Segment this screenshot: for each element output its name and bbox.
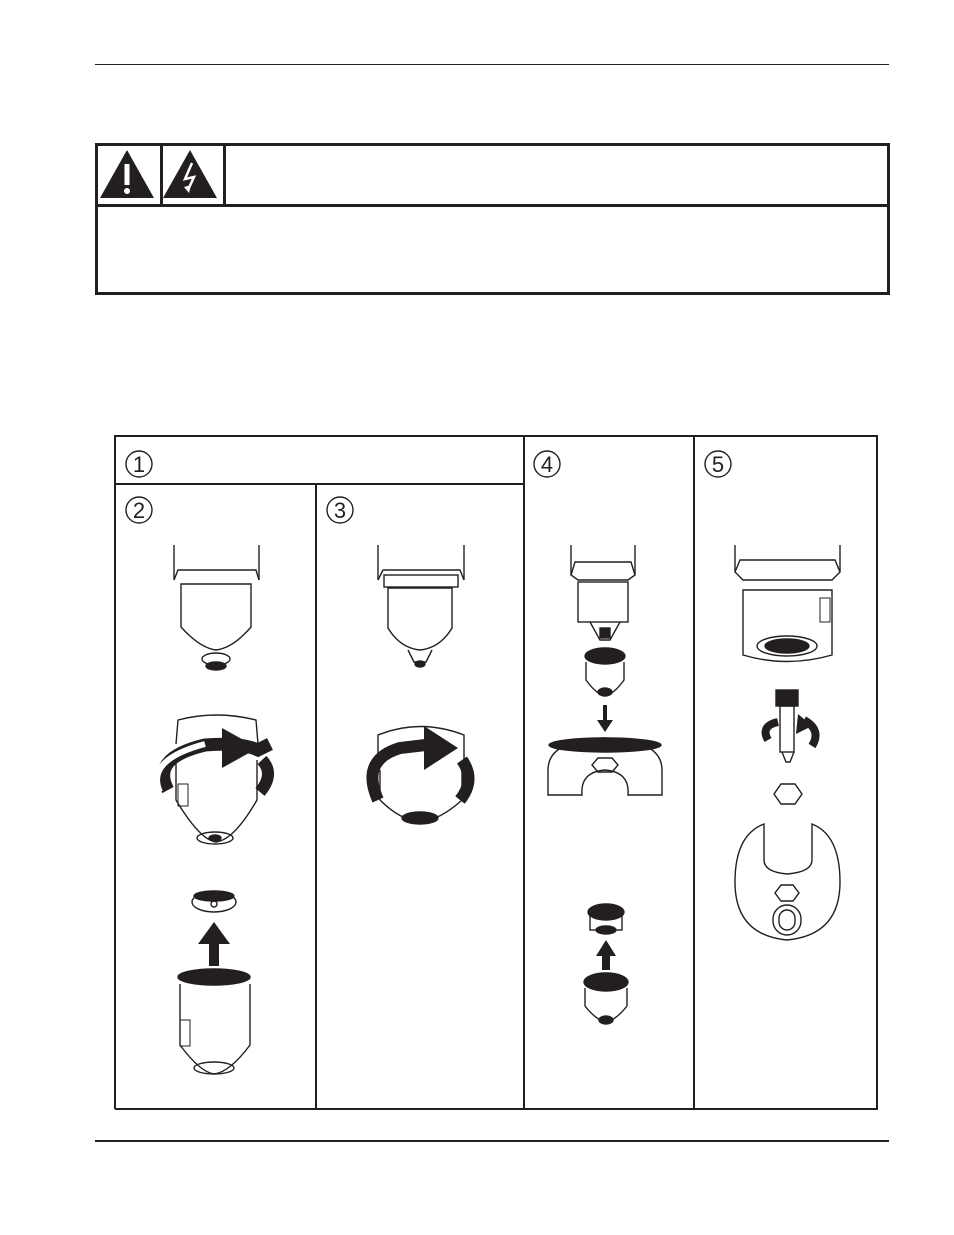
step-1-label: 1 xyxy=(132,452,146,477)
step-3-marker xyxy=(327,497,353,523)
step-2-marker xyxy=(126,497,152,523)
electrode-tool xyxy=(548,738,662,795)
step-1-marker xyxy=(126,451,152,477)
step-3-label: 3 xyxy=(333,498,347,523)
hex-nut xyxy=(774,784,802,804)
electrode xyxy=(585,648,625,696)
up-arrow-icon xyxy=(596,940,616,970)
figure-frame xyxy=(115,436,877,1109)
electrode-install xyxy=(584,973,628,1024)
step-2-label: 2 xyxy=(132,498,146,523)
water-tube xyxy=(776,690,798,762)
torch-body-open xyxy=(735,545,840,662)
counterclockwise-arrow-icon xyxy=(157,728,270,792)
up-arrow-icon xyxy=(198,922,230,966)
torch-with-nozzle xyxy=(378,545,464,667)
step-5-marker xyxy=(705,451,731,477)
footer-rule xyxy=(95,1140,889,1142)
torch-with-retaining-cap xyxy=(174,545,259,670)
step-4-label: 4 xyxy=(540,452,554,477)
retaining-cap xyxy=(178,969,250,1074)
step-5-label: 5 xyxy=(711,452,725,477)
retaining-cap-remove xyxy=(176,715,258,844)
torch-with-swirl-ring xyxy=(571,545,635,640)
swirl-ring xyxy=(588,904,624,934)
counterclockwise-arrow-icon xyxy=(372,726,468,800)
clockwise-arrow-icon xyxy=(766,714,816,746)
step-4-marker xyxy=(534,451,560,477)
down-arrow-icon xyxy=(597,705,613,732)
water-tube-tool xyxy=(735,824,840,940)
shield-cap xyxy=(192,891,236,912)
